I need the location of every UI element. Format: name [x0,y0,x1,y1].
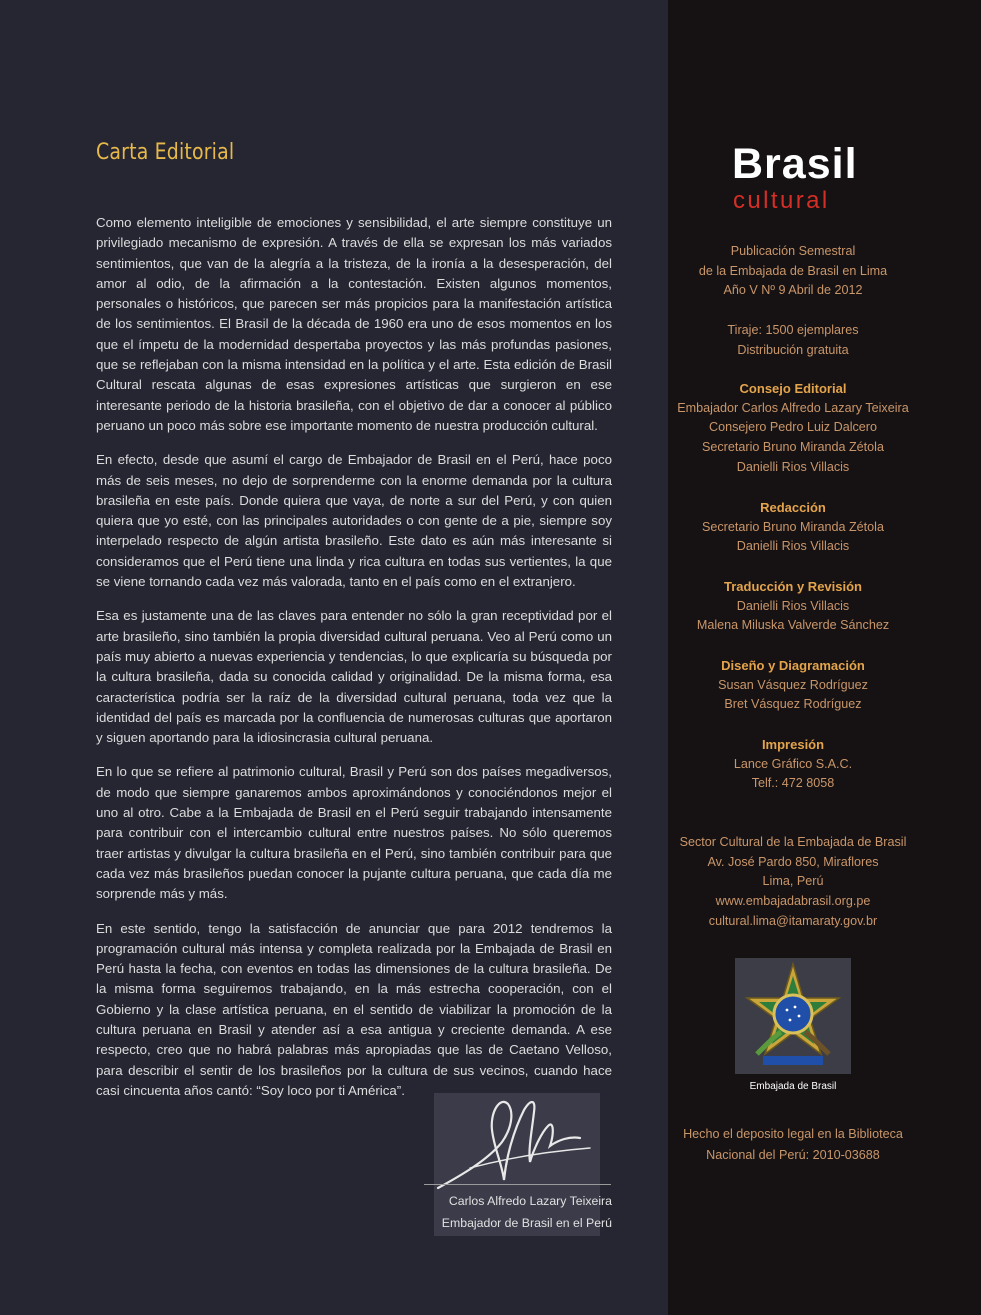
credits-heading: Impresión [761,737,825,752]
email-link[interactable]: cultural.lima@itamaraty.gov.br [708,913,878,928]
credits-line: Secretario Bruno Miranda Zétola [701,440,884,455]
credits-line: Consejero Pedro Luiz Dalcero [708,420,877,435]
legal-deposit [668,1124,918,1166]
publication-info [668,242,918,301]
editorial-paragraph: En lo que se refiere al patrimonio cultural, Brasil y Perú son dos países megadiversos, de modo que siempre ganaremos ambos aproximándonos y conociéndonos mejor el uno al otro. Cabe a la Embajada de Brasil en el Perú seguir trabajando intensamente para contribuir con el intercambio cultural entre nuestros países. No sólo queremos traer artistas y divulgar la cultura brasileña en el Perú, sino también contribuir para que cada vez más brasileños puedan conocer la pujante cultura peruana, que cada día me sorprende más y más. [96,764,612,902]
credits-consejo [668,379,918,478]
coat-of-arms-emblem [735,958,851,1074]
publication-line: de la Embajada de Brasil en Lima [698,263,888,278]
address-line: Lima, Perú [762,874,824,889]
emblem-caption: Embajada de Brasil [749,1081,837,1092]
website-link[interactable]: www.embajadabrasil.org.pe [715,894,871,909]
credits-line: Danielli Rios Villacis [736,598,850,613]
legal-line: Nacional del Perú: 2010-03688 [706,1148,880,1162]
credits-heading: Diseño y Diagramación [721,658,865,673]
brand-logo-main: Brasil [732,140,858,188]
signature-line [424,1184,611,1185]
credits-line: Malena Miluska Valverde Sánchez [696,618,890,633]
print-run-info [668,321,918,360]
legal-line: Hecho el deposito legal en la Biblioteca [683,1127,903,1141]
credits-line: Danielli Rios Villacis [736,539,850,554]
credits-line: Danielli Rios Villacis [736,459,850,474]
editorial-title: Carta Editorial [96,140,235,165]
credits-impresion [668,735,918,794]
handwritten-signature [430,1090,605,1195]
credits-line: Secretario Bruno Miranda Zétola [701,519,884,534]
publication-line: Publicación Semestral [730,244,856,258]
signature-name: Carlos Alfredo Lazary Teixeira [448,1194,612,1208]
credits-traduccion [668,577,918,636]
credits-heading: Redacción [760,500,826,515]
editorial-paragraph: En este sentido, tengo la satisfacción de anunciar que para 2012 tendremos la programación cultural más intensa y completa realizada por la Embajada de Brasil en Perú hasta la fecha, con eventos en todas las dimensiones de la cultura brasileña. De la misma forma seguiremos trabajando, en la más estrecha cooperación, con el Gobierno y la clase artística peruana, en el sentido de viabilizar la promoción de la cultura peruana en Brasil y atender así a esa antigua y creciente demanda. A ese respecto, creo que no habrá palabras más apropiadas que las de Caetano Velloso, para describir el sentir de los brasileños por la cultura de sus vecinos, cuando hace casi cincuenta años cantó: “Soy loco por ti América”. [96,920,612,1098]
credits-line: Telf.: 472 8058 [751,776,835,791]
editorial-paragraph: En efecto, desde que asumí el cargo de Embajador de Brasil en el Perú, hace poco más de seis meses, no dejo de sorprenderme con la enorme demanda por la cultura brasileña en este país. Donde quiera que vaya, de norte a sur del Perú, y con quien quiera que yo esté, con las principales autoridades o con gente de a pie, siempre soy interpelado respecto de algún artista brasileño. Este dato es aún más interesante si consideramos que el Perú tiene una linda y rica cultura en todas sus vertientes, la que se viene tornando cada vez más valorada, tanto en el país como en el extranjero. [96,452,612,590]
editorial-paragraph: Esa es justamente una de las claves para entender no sólo la gran receptividad por el arte brasileño, sino también la propia diversidad cultural peruana. Veo al Perú como un país muy abierto a nuevas experiencia y tendencias, lo que explicaría su búsqueda por la cultura brasileña, dada su conocida calidad y originalidad. De la misma forma, esa característica podría ser la raíz de la diversidad cultural peruana, toda vez que la identidad del país es marcada por la confluencia de numerosas culturas que aportaron y siguen aportando para la idiosincrasia cultural peruana. [96,608,612,746]
editorial-paragraph: Como elemento inteligible de emociones y sensibilidad, el arte siempre constituye un privilegiado mecanismo de expresión. A través de ella se expresan los más variados sentimientos, que van de la alegría a la tristeza, de la ironía a la desesperación, del amor al odio, de la afirmación a la contestación. Existen algunos momentos, personales o históricos, que parecen ser más propicios para la manifestación artística de los sentimientos. El Brasil de la década de 1960 era uno de esos momentos en los que el ímpetu de la modernidad despertaba proyectos y las más profundas pasiones, que se reflejaban con la misma intensidad en la política y el arte. Esta edición de Brasil Cultural rescata algunas de esas expresiones artísticas que surgieron en ese interesante periodo de la historia brasileña, con el objetivo de dar a conocer al público peruano un poco más sobre ese importante momento de nuestra producción cultural. [96,215,612,433]
credits-line: Susan Vásquez Rodríguez [718,677,868,692]
embassy-address [668,833,918,932]
print-run: Tiraje: 1500 ejemplares [727,323,859,337]
signature-block [400,1190,612,1234]
credits-line: Bret Vásquez Rodríguez [724,697,862,712]
credits-line: Lance Gráfico S.A.C. [733,756,853,771]
credits-heading: Traducción y Revisión [724,579,862,594]
address-line: Av. José Pardo 850, Miraflores [707,854,879,869]
publication-line: Año V Nº 9 Abril de 2012 [723,283,863,298]
brand-logo-sub: cultural [733,187,830,214]
credits-diseno [668,656,918,715]
signature-role: Embajador de Brasil en el Perú [441,1216,612,1230]
distribution: Distribución gratuita [737,342,849,357]
credits-heading: Consejo Editorial [739,381,847,396]
credits-line: Embajador Carlos Alfredo Lazary Teixeira [677,400,909,415]
address-line: Sector Cultural de la Embajada de Brasil [679,835,907,849]
editorial-body [96,213,612,1115]
credits-redaccion [668,498,918,557]
